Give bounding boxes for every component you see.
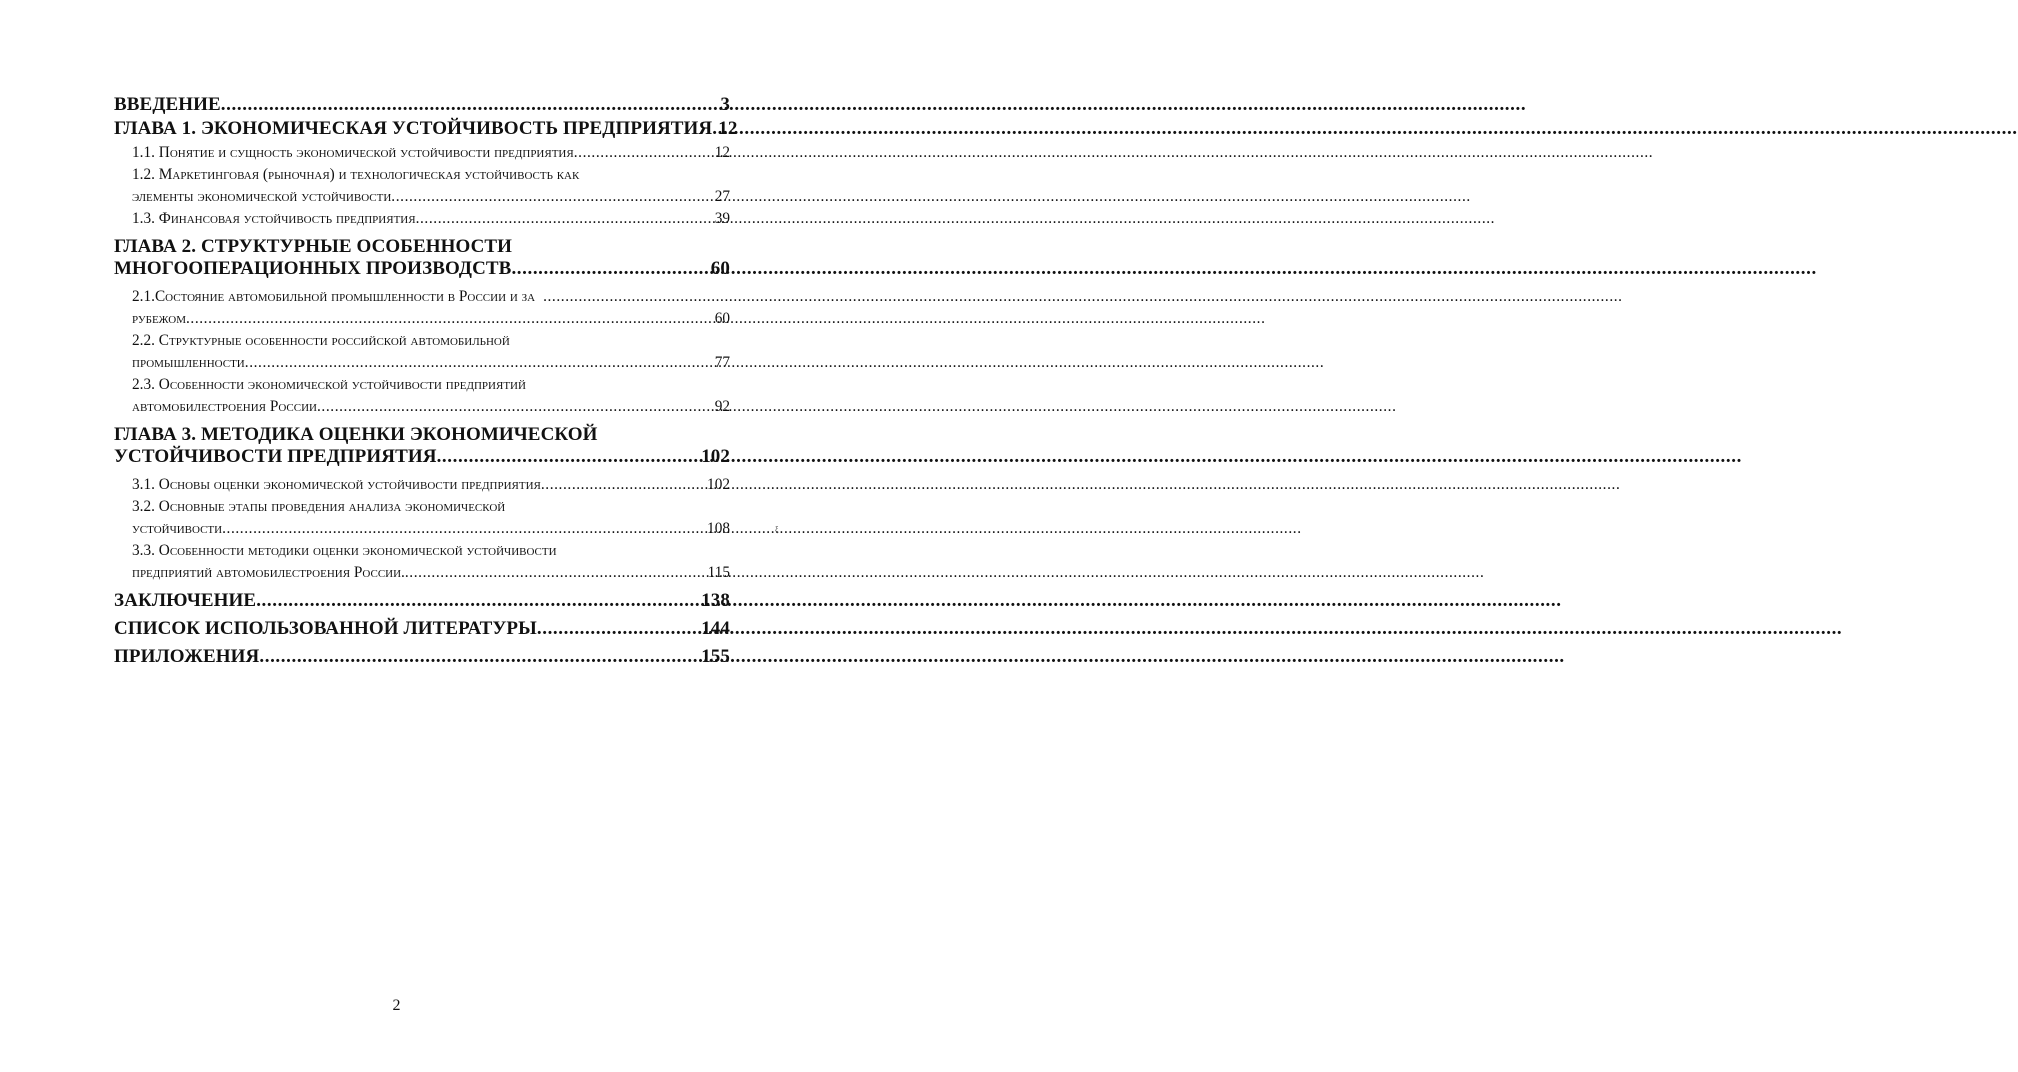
toc-entry-title: МНОГООПЕРАЦИОННЫХ ПРОИЗВОДСТВ xyxy=(114,258,512,279)
toc-entry-title: промышленности xyxy=(132,354,245,371)
toc-entry-section-2-1 xyxy=(114,308,730,330)
toc-page-number: 155 xyxy=(701,646,730,667)
toc-entry-title: 1.3. Финансовая устойчивость предприятия xyxy=(132,210,416,227)
dot-leader xyxy=(543,286,730,308)
dot-leader xyxy=(391,186,714,208)
toc-entry-title: ЗАКЛЮЧЕНИЕ xyxy=(114,590,257,611)
toc-page-number: 77 xyxy=(714,354,730,371)
toc-entry-section-2-3 xyxy=(114,396,730,418)
toc-entry-title: ВВЕДЕНИЕ xyxy=(114,94,221,115)
toc-entry-chapter-2 xyxy=(114,258,730,280)
toc-entry-conclusion xyxy=(114,590,730,612)
toc-entry-title: 1.1. Понятие и сущность экономической устойчивости предприятия xyxy=(132,144,574,161)
toc-entry-section-3-3 xyxy=(114,562,730,584)
toc-entry-section-1-3 xyxy=(114,208,730,230)
dot-leader xyxy=(256,590,701,612)
toc-page-number: 39 xyxy=(714,210,730,227)
dot-leader xyxy=(574,142,715,164)
toc-page-number: 102 xyxy=(707,476,730,493)
toc-entry-section-1-1 xyxy=(114,142,730,164)
toc-entry-section-3-2-line1: 3.2. Основные этапы проведения анализа экономической xyxy=(132,498,506,515)
dot-leader xyxy=(259,646,701,668)
dot-leader xyxy=(186,308,715,330)
toc-entry-chapter-2-line1: ГЛАВА 2. СТРУКТУРНЫЕ ОСОБЕННОСТИ xyxy=(114,236,513,257)
dot-leader xyxy=(416,208,715,230)
toc-entry-title: 3.1. Основы оценки экономической устойчивости предприятия xyxy=(132,476,541,493)
toc-entry-section-1-2-line1: 1.2. Маркетинговая (рыночная) и технологическая устойчивость как xyxy=(132,166,580,183)
toc-entry-section-3-1 xyxy=(114,474,730,496)
toc-page-number: 144 xyxy=(701,618,730,639)
toc-entry-title: автомобилестроения России xyxy=(132,398,317,415)
toc-entry-title: предприятий автомобилестроения России. xyxy=(132,564,405,581)
toc-entry-section-2-2-line1: 2.2. Структурные особенности российской автомобильной xyxy=(132,332,510,349)
toc-entry-section-2-2 xyxy=(114,352,730,374)
dot-leader xyxy=(437,446,702,468)
toc-page-number: 12 xyxy=(718,118,738,139)
toc-entry-chapter-1 xyxy=(114,118,738,140)
toc-page-number: 3 xyxy=(720,94,730,115)
dot-leader xyxy=(537,618,701,640)
page-number: 2 xyxy=(392,997,401,1014)
dot-leader xyxy=(511,258,710,280)
scan-margin-mark: ξ xyxy=(775,525,779,534)
toc-entry-title: ПРИЛОЖЕНИЯ xyxy=(114,646,260,667)
toc-entry-title: элементы экономической устойчивости xyxy=(132,188,392,205)
toc-entry-section-3-2 xyxy=(114,518,730,540)
toc-page-number: 12 xyxy=(714,144,730,161)
toc-entry-appendix xyxy=(114,646,730,668)
toc-entry-title: устойчивости xyxy=(132,520,223,537)
toc-page-number: 102 xyxy=(701,446,730,467)
dot-leader xyxy=(221,94,721,116)
toc-page-number: 60 xyxy=(714,310,730,327)
toc-entry-chapter-3 xyxy=(114,446,730,468)
toc-entry-chapter-3-line1: ГЛАВА 3. МЕТОДИКА ОЦЕНКИ ЭКОНОМИЧЕСКОЙ xyxy=(114,424,598,445)
toc-entry-section-3-3-line1: 3.3. Особенности методики оценки экономической устойчивости xyxy=(132,542,557,559)
dot-leader xyxy=(405,562,708,584)
toc-page-number: 60 xyxy=(710,258,730,279)
toc-page-number: 138 xyxy=(701,590,730,611)
toc-entry-intro xyxy=(114,94,730,116)
toc-entry-title: УСТОЙЧИВОСТИ ПРЕДПРИЯТИЯ xyxy=(114,446,437,467)
toc-entry-title: 2.1.Состояние автомобильной промышленности в России и за xyxy=(132,288,536,305)
dot-leader xyxy=(317,396,715,418)
toc-entry-title: ГЛАВА 1. ЭКОНОМИЧЕСКАЯ УСТОЙЧИВОСТЬ ПРЕДПРИЯТИЯ xyxy=(114,118,713,139)
toc-entry-section-2-1-line1 xyxy=(114,286,730,308)
table-of-contents xyxy=(114,94,738,668)
toc-page-number: 108 xyxy=(707,520,730,537)
toc-page-number: 115 xyxy=(707,564,730,581)
dot-leader xyxy=(541,474,707,496)
dot-leader xyxy=(222,518,707,540)
toc-entry-section-1-2 xyxy=(114,186,730,208)
toc-entry-title: рубежом xyxy=(132,310,186,327)
toc-entry-bibliography xyxy=(114,618,730,640)
toc-entry-section-2-3-line1: 2.3. Особенности экономической устойчивости предприятий xyxy=(132,376,526,393)
dot-leader xyxy=(245,352,715,374)
toc-page-number: 27 xyxy=(714,188,730,205)
toc-entry-title: СПИСОК ИСПОЛЬЗОВАННОЙ ЛИТЕРАТУРЫ xyxy=(114,618,537,639)
toc-page-number: 92 xyxy=(714,398,730,415)
